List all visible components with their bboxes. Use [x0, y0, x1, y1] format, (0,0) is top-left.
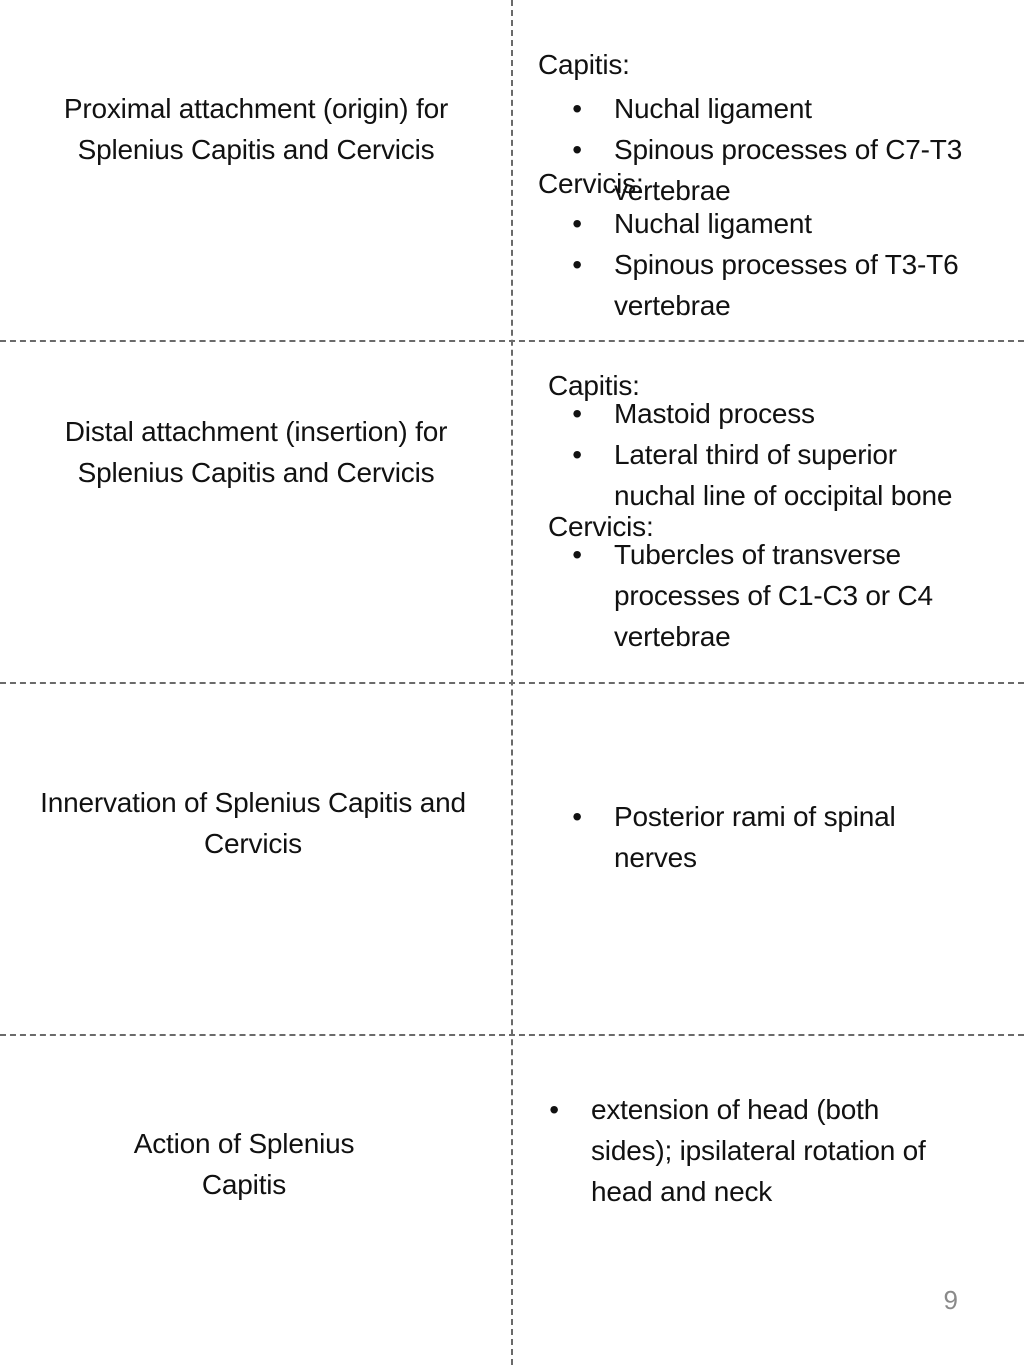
list-item: Mastoid process — [614, 398, 815, 429]
list-item: Lateral third of superior nuchal line of occipital bone — [614, 439, 953, 511]
bullet-icon: • — [572, 801, 582, 832]
card-3-term: Innervation of Splenius Capitis and Cervicis — [40, 787, 466, 859]
list-item: Posterior rami of spinal nerves — [614, 801, 896, 873]
list-item: extension of head (both sides); ipsilateral rotation of head and neck — [591, 1094, 926, 1207]
bullet-icon: • — [572, 208, 582, 239]
list-item: Tubercles of transverse processes of C1-C3 or C4 vertebrae — [614, 539, 933, 652]
card-1-term: Proximal attachment (origin) for Splenius Capitis and Cervicis — [63, 93, 449, 165]
bullet-icon: • — [572, 439, 582, 470]
card-4-term: Action of Splenius Capitis — [133, 1128, 355, 1200]
horizontal-dashed-divider — [0, 1034, 1024, 1036]
capitis-label: Capitis: — [548, 370, 640, 401]
horizontal-dashed-divider — [0, 682, 1024, 684]
bullet-icon: • — [572, 249, 582, 280]
list-item: Spinous processes of C7-T3 vertebrae — [614, 134, 963, 206]
bullet-icon: • — [572, 93, 582, 124]
bullet-icon: • — [572, 398, 582, 429]
cervicis-label: Cervicis: — [538, 168, 644, 199]
list-item: Nuchal ligament — [614, 208, 812, 239]
list-item: Spinous processes of T3-T6 vertebrae — [614, 249, 959, 321]
bullet-icon: • — [572, 134, 582, 165]
list-item: Nuchal ligament — [614, 93, 812, 124]
page-number: 9 — [943, 1285, 958, 1315]
bullet-icon: • — [549, 1094, 559, 1125]
bullet-icon: • — [572, 539, 582, 570]
cervicis-label: Cervicis: — [548, 511, 654, 542]
capitis-label: Capitis: — [538, 49, 630, 80]
card-2-term: Distal attachment (insertion) for Splenius Capitis and Cervicis — [64, 416, 448, 488]
horizontal-dashed-divider — [0, 340, 1024, 342]
